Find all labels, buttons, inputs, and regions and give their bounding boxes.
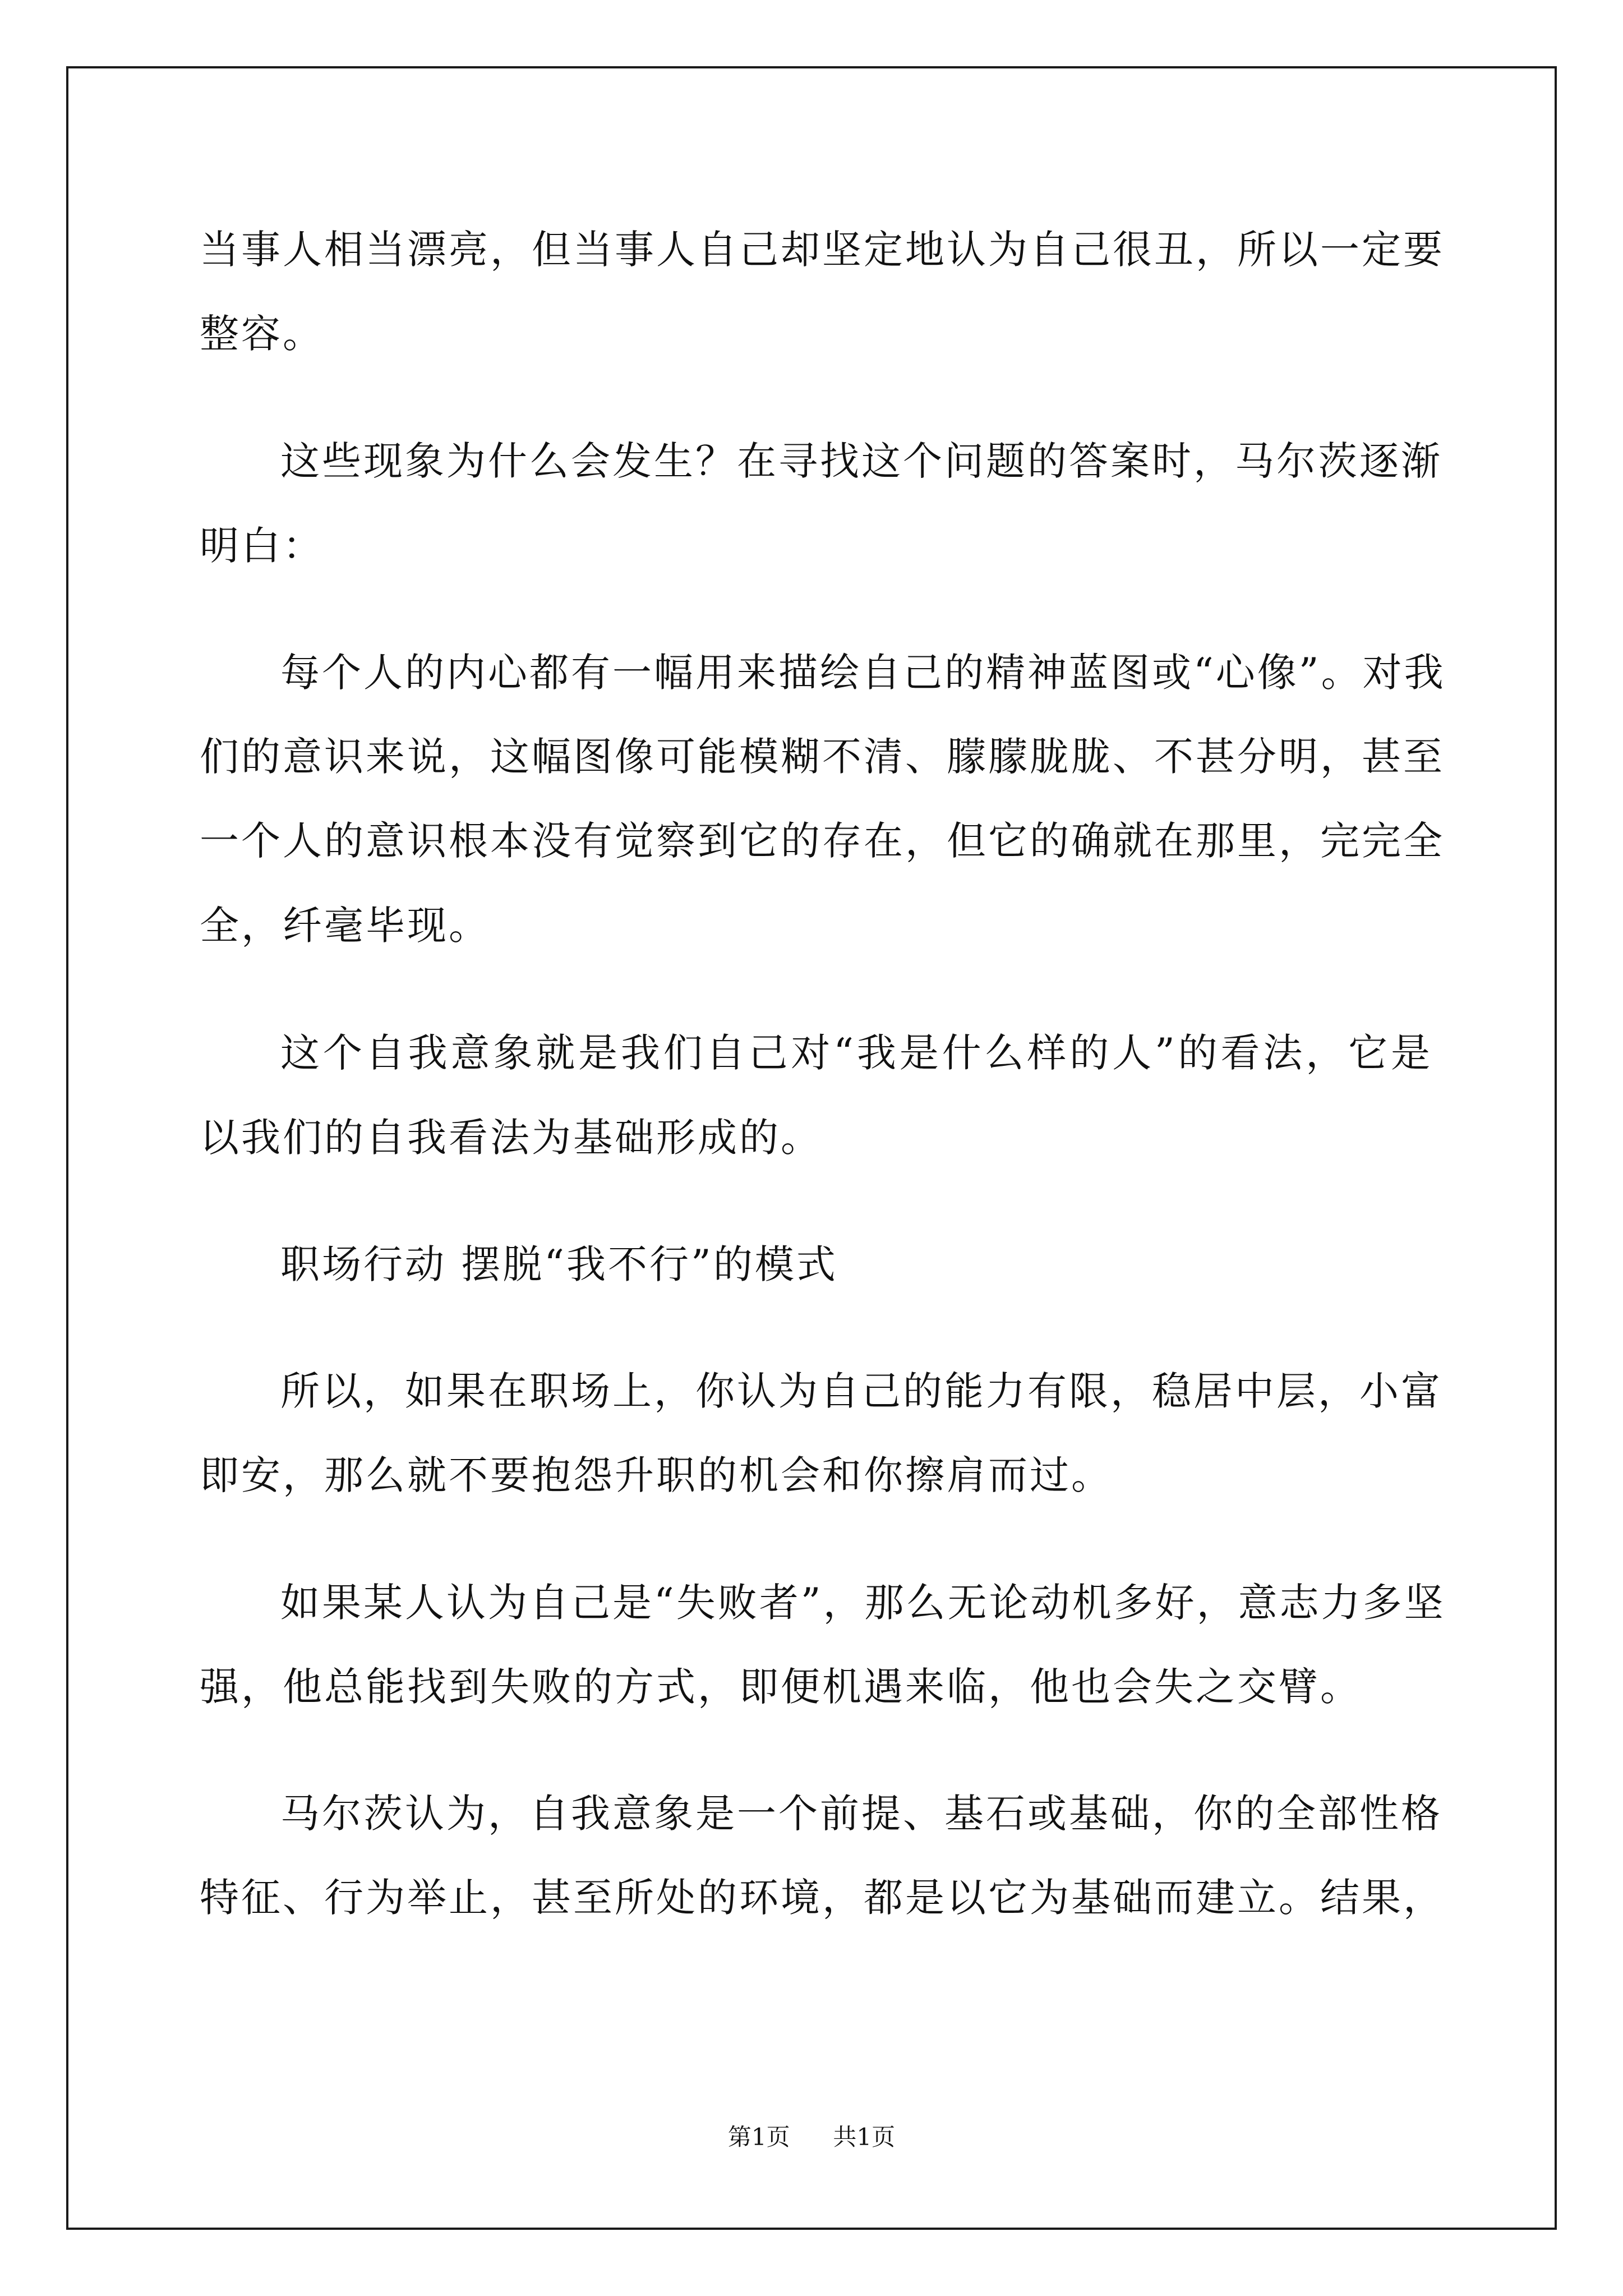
text-line: 一个人的意识根本没有觉察到它的存在，但它的确就在那里，完完全 [200,818,1445,864]
page-number: 第1页 [727,2123,790,2151]
text-line: 全，纤毫毕现。 [200,903,490,949]
text-line: 每个人的内心都有一幅用来描绘自己的精神蓝图或“心像”。对我 [280,650,1446,696]
text-line: 所以，如果在职场上，你认为自己的能力有限，稳居中层，小富 [280,1368,1442,1414]
text-line: 特征、行为举止，甚至所处的环境，都是以它为基础而建立。结果， [200,1875,1445,1921]
text-line: 如果某人认为自己是“失败者”，那么无论动机多好，意志力多坚 [280,1580,1446,1626]
text-line: 明白： [200,523,324,569]
text-line: 强，他总能找到失败的方式，即便机遇来临，他也会失之交臂。 [200,1664,1362,1710]
page-total: 共1页 [833,2123,896,2151]
text-line: 这些现象为什么会发生？在寻找这个问题的答案时，马尔茨逐渐 [280,438,1442,484]
text-line: 整容。 [200,311,324,357]
section-heading: 职场行动 摆脱“我不行”的模式 [280,1241,838,1287]
text-line: 马尔茨认为，自我意象是一个前提、基石或基础，你的全部性格 [280,1791,1442,1837]
text-line: 当事人相当漂亮，但当事人自己却坚定地认为自己很丑，所以一定要 [200,227,1445,273]
text-line: 即安，那么就不要抱怨升职的机会和你擦肩而过。 [200,1452,1113,1498]
page-footer [0,2125,1623,2149]
text-line: 以我们的自我看法为基础形成的。 [200,1115,822,1161]
text-line: 这个自我意象就是我们自己对“我是什么样的人”的看法，它是 [280,1030,1432,1076]
text-line: 们的意识来说，这幅图像可能模糊不清、朦朦胧胧、不甚分明，甚至 [200,734,1445,780]
